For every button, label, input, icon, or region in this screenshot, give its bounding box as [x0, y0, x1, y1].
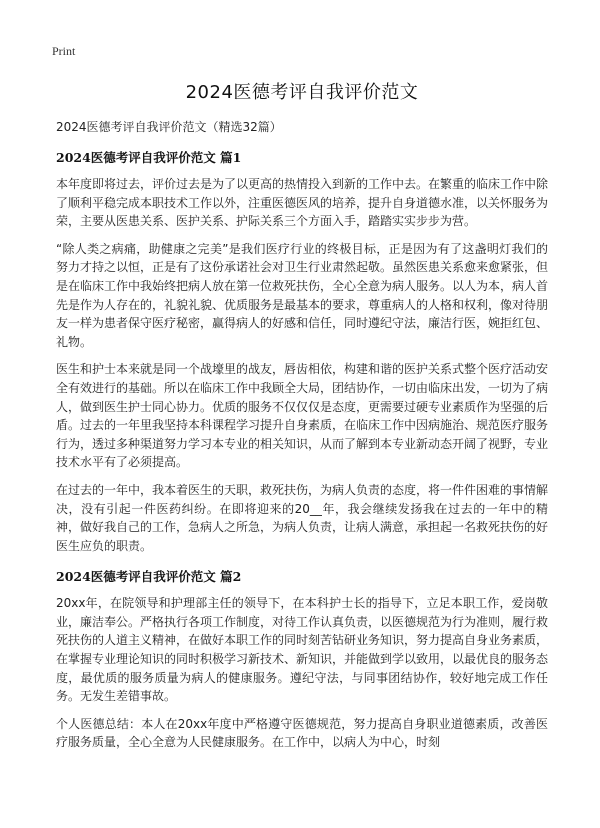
paragraph: 个人医德总结：本人在20xx年度中严格遵守医德规范，努力提高自身职业道德素质，改善医疗服务质量，全心全意为人民健康服务。在工作中，以病人为中心，时刻 [56, 716, 548, 750]
document-title: 2024医德考评自我评价范文 [185, 82, 419, 103]
section-heading-2: 2024医德考评自我评价范文 篇2 [56, 569, 242, 585]
section-heading-1: 2024医德考评自我评价范文 篇1 [56, 150, 242, 165]
document-subtitle: 2024医德考评自我评价范文（精选32篇） [56, 120, 282, 134]
paragraph: 医生和护士本来就是同一个战壕里的战友，唇齿相依，构建和谐的医护关系式整个医疗活动安全有效进行的基础。所以在临床工作中我顾全大局，团结协作，一切由临床出发，一切为了病人，做到医生护士同心协力。优质的服务不仅仅仅是态度，更需要过硬专业素质作为坚强的后盾。过去的一年里我坚持本科课程学习提升自身素质，在临床工作中因病施治、规范医疗服务行为，透过多种渠道努力学习本专业的相关知识，从而了解到本专业新动态开阔了视野，专业技术水平有了必须提高。 [56, 362, 549, 470]
paragraph: 20xx年，在院领导和护理部主任的领导下，在本科护士长的指导下，立足本职工作，爱岗敬业，廉洁奉公。严格执行各项工作制度，对待工作认真负责，以医德规范为行为准则，履行救死扶伤的人道主义精神，在做好本职工作的同时刻苦钻研业务知识，努力提高自身业务素质，在掌握专业理论知识的同时积极学习新技术、新知识，并能做到学以致用，以最优良的服务态度，最优质的服务质量为病人的健康服务。遵纪守法，与同事团结协作，较好地完成工作任务。无发生差错事故。 [56, 596, 549, 704]
paragraph: 本年度即将过去，评价过去是为了以更高的热情投入到新的工作中去。在繁重的临床工作中除了顺利平稳完成本职技术工作以外，注重医德医风的培养，提升自身道德水准，以关怀服务为荣，主要从医患关系、医护关系、护际关系三个方面入手，踏踏实实步步为营。 [56, 177, 549, 229]
print-label[interactable]: Print [52, 44, 76, 58]
paragraph: 在过去的一年中，我本着医生的天职，救死扶伤，为病人负责的态度，将一件件困难的事情解决，没有引起一件医药纠纷。在即将迎来的20__年，我会继续发扬我在过去的一年中的精神，做好我自己的工作，急病人之所急，为病人负责，让病人满意，承担起一名救死扶伤的好医生应负的职责。 [56, 482, 549, 553]
paragraph: “除人类之病痛，助健康之完美”是我们医疗行业的终极目标，正是因为有了这盏明灯我们的努力才持之以恒，正是有了这份承诺社会对卫生行业肃然起敬。虽然医患关系愈来愈紧张，但是在临床工作中我始终把病人放在第一位救死扶伤，全心全意为病人服务。以人为本，病人首先是作为人存在的，礼貌礼貌、优质服务是最基本的要求，尊重病人的人格和权利，像对待朋友一样为患者保守医疗秘密，赢得病人的好感和信任，同时遵纪守法，廉洁行医，婉拒红包、礼物。 [56, 241, 549, 349]
document [56, 78, 548, 752]
